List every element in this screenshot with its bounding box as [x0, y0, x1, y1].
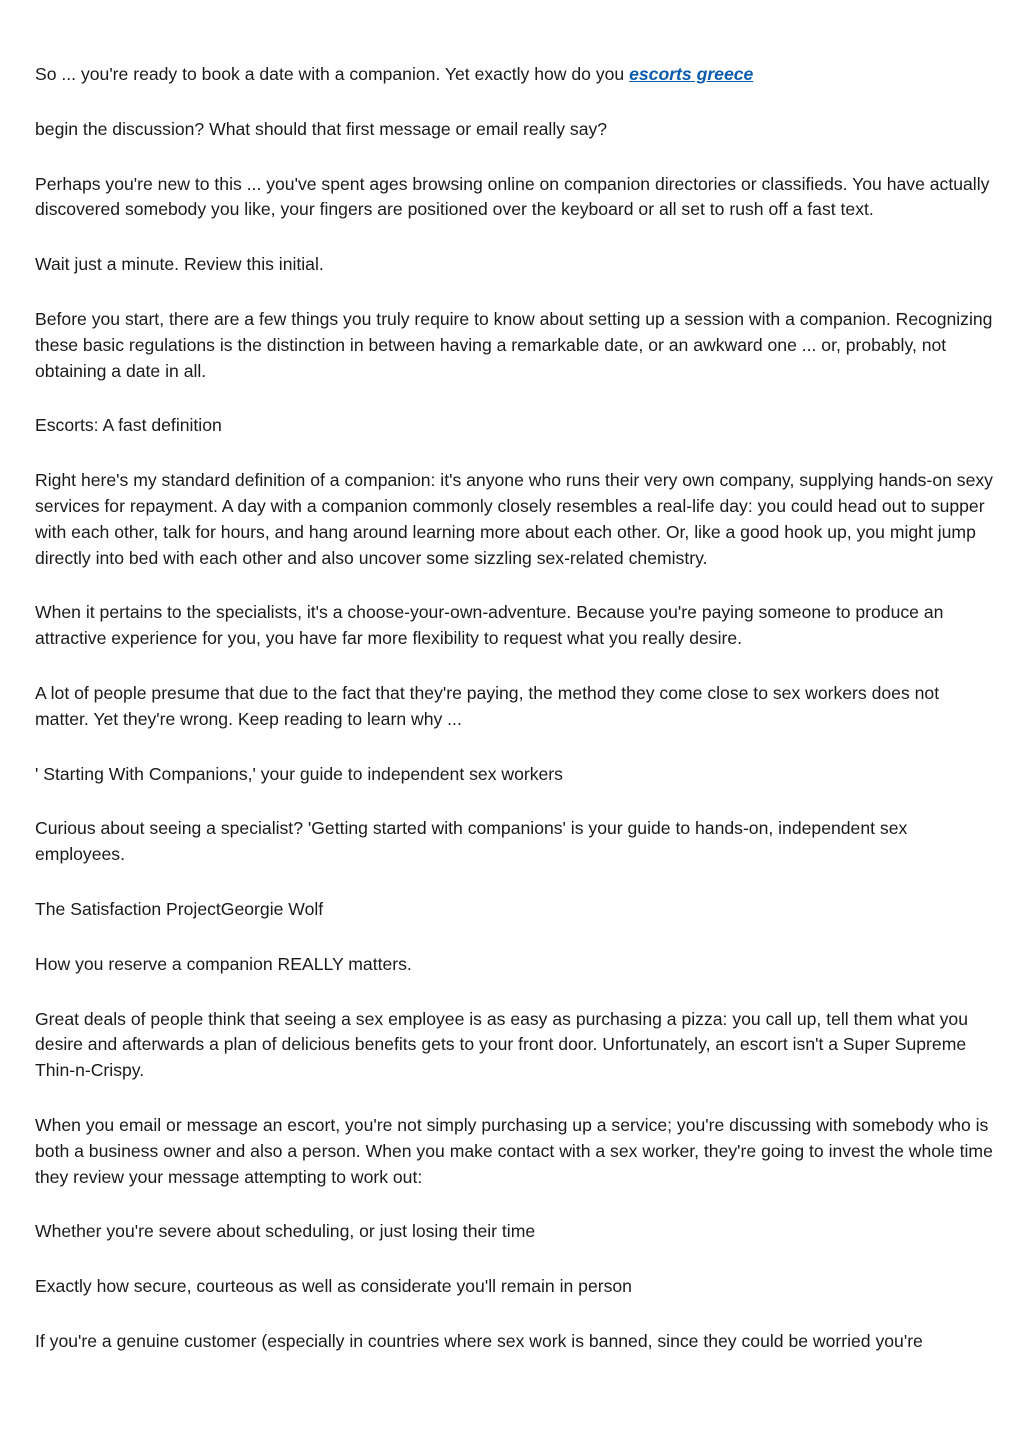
paragraph: Exactly how secure, courteous as well as considerate you'll remain in person	[35, 1276, 632, 1297]
paragraph: The Satisfaction ProjectGeorgie Wolf	[35, 898, 324, 919]
paragraph: Great deals of people think that seeing a sex employee is as easy as purchasing a pizza: you call up, tell them what you desire and afterwards a plan of delicious benefits gets to your front door. Unfortunately, an escort isn't a Super Supreme Thin-n-Crispy.	[35, 1008, 969, 1081]
paragraph: When it pertains to the specialists, it's a choose-your-own-adventure. Because you're paying someone to produce an attractive experience for you, you have far more flexibility to request what you really desire.	[35, 602, 944, 649]
paragraph: begin the discussion? What should that first message or email really say?	[35, 118, 608, 139]
paragraph: If you're a genuine customer (especially in countries where sex work is banned, since they could be worried you're	[35, 1330, 923, 1351]
paragraph: A lot of people presume that due to the fact that they're paying, the method they come close to sex workers does not matter. Yet they're wrong. Keep reading to learn why ...	[35, 682, 940, 729]
paragraph: Wait just a minute. Review this initial.	[35, 254, 324, 275]
paragraph: ' Starting With Companions,' your guide to independent sex workers	[35, 763, 563, 784]
paragraph: Perhaps you're new to this ... you've spent ages browsing online on companion directories or classifieds. You have actually discovered somebody you like, your fingers are positioned over the keyboard or all set to rush off a fast text.	[35, 173, 990, 220]
paragraph: When you email or message an escort, you're not simply purchasing up a service; you're discussing with somebody who is both a business owner and also a person. When you make contact with a sex worker, they're going to invest the whole time they review your message attempting to work out:	[35, 1114, 993, 1187]
section-heading: Escorts: A fast definition	[35, 415, 222, 436]
paragraph: Right here's my standard definition of a companion: it's anyone who runs their very own company, supplying hands-on sexy services for repayment. A day with a companion commonly closely resembles a real-life day: you could head out to supper with each other, talk for hours, and hang around learning more about each other. Or, like a good hook up, you might jump directly into bed with each other and also uncover some sizzling sex-related chemistry.	[35, 470, 993, 568]
paragraph: Whether you're severe about scheduling, or just losing their time	[35, 1221, 536, 1242]
paragraph: Curious about seeing a specialist? 'Getting started with companions' is your guide to hands-on, independent sex employees.	[35, 818, 908, 865]
intro-text: So ... you're ready to book a date with a companion. Yet exactly how do you	[35, 64, 630, 84]
paragraph: How you reserve a companion REALLY matters.	[35, 953, 412, 974]
intro-paragraph	[35, 62, 993, 88]
paragraph: Before you start, there are a few things you truly require to know about setting up a session with a companion. Recognizing these basic regulations is the distinction in between having a remarkable date, or an awkward one ... or, probably, not obtaining a date in all.	[35, 308, 993, 381]
escorts-greece-link[interactable]: escorts greece	[629, 64, 754, 84]
document-body	[35, 62, 993, 1384]
